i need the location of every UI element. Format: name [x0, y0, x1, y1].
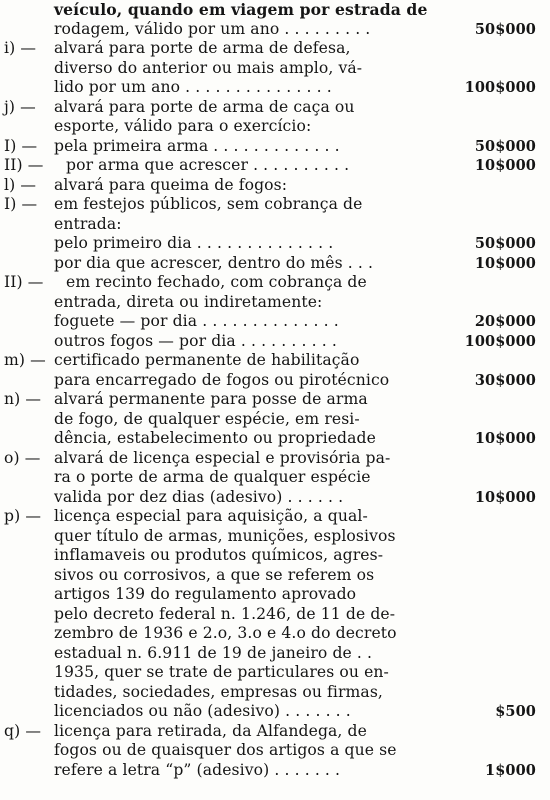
line-text: para encarregado de fogos ou pirotécnico	[54, 370, 390, 389]
line-text: valida por dez dias (adesivo) . . . . . .	[54, 487, 344, 506]
text-line	[4, 195, 550, 215]
text-line	[4, 488, 550, 508]
item-marker: q) —	[4, 721, 42, 740]
text-line	[4, 117, 550, 137]
item-marker: j) —	[4, 97, 36, 116]
item-marker: p) —	[4, 507, 42, 525]
line-text: foguete — por dia . . . . . . . . . . . . . .	[54, 312, 339, 330]
fee-amount: $500	[495, 703, 536, 720]
line-text: por dia que acrescer, dentro do mês . . .	[54, 253, 374, 272]
text-line	[4, 293, 550, 313]
text-line	[4, 761, 550, 781]
text-line	[4, 683, 550, 703]
line-text: outros fogos — por dia . . . . . . . . . .	[54, 331, 337, 350]
fee-amount: 10$000	[474, 254, 536, 272]
text-line	[4, 702, 550, 722]
item-marker: I) —	[4, 136, 38, 155]
line-text: diverso do anterior ou mais amplo, vá-	[54, 58, 363, 77]
line-text: ra o porte de arma de qualquer espécie	[54, 468, 371, 486]
line-text: entrada:	[54, 214, 122, 233]
text-line	[4, 605, 550, 625]
item-marker: II) —	[4, 156, 44, 174]
text-line	[4, 312, 550, 332]
text-line	[4, 546, 550, 566]
fee-amount: 1$000	[485, 761, 536, 779]
line-text: por arma que acrescer . . . . . . . . . .	[66, 156, 350, 174]
text-line	[4, 663, 550, 683]
text-line	[4, 371, 550, 391]
text-line	[4, 566, 550, 586]
line-text: licença especial para aquisição, a qual-	[54, 507, 368, 525]
text-line	[4, 59, 550, 79]
text-line	[4, 39, 550, 59]
line-text: alvará para porte de arma de caça ou	[54, 97, 355, 116]
text-line	[4, 215, 550, 235]
text-line	[4, 410, 550, 430]
line-text: 1935, quer se trate de particulares ou en-	[54, 663, 389, 681]
line-text: licenciados ou não (adesivo) . . . . . . .	[54, 702, 351, 720]
line-text: alvará para queima de fogos:	[54, 175, 288, 194]
text-line	[4, 507, 550, 527]
fee-amount: 10$000	[474, 488, 536, 506]
line-text: em festejos públicos, sem cobrança de	[54, 195, 363, 213]
text-line	[4, 722, 550, 742]
fee-amount: 50$000	[474, 20, 536, 38]
line-text: artigos 139 do regulamento aprovado	[54, 585, 357, 603]
text-line	[4, 254, 550, 274]
fee-amount: 10$000	[474, 157, 536, 174]
line-text: quer título de armas, munições, esplosivos	[54, 526, 396, 545]
line-text: inflamaveis ou produtos químicos, agres-	[54, 546, 384, 564]
line-text: alvará permanente para posse de arma	[54, 390, 368, 408]
item-marker: m) —	[4, 351, 46, 369]
text-line	[4, 585, 550, 605]
line-text: dência, estabelecimento ou propriedade	[54, 429, 376, 447]
line-text: fogos ou de quaisquer dos artigos a que se	[54, 741, 397, 759]
line-text: rodagem, válido por um ano . . . . . . . . .	[54, 19, 371, 38]
line-text: pela primeira arma . . . . . . . . . . . . .	[54, 136, 340, 155]
text-line	[4, 332, 550, 352]
line-text: refere a letra “p” (adesivo) . . . . . . .	[54, 760, 341, 779]
fee-amount: 100$000	[464, 79, 536, 96]
item-marker: i) —	[4, 39, 37, 57]
text-line	[4, 0, 550, 20]
line-text: estadual n. 6.911 de 19 de janeiro de . .	[54, 643, 373, 662]
fee-amount: 30$000	[474, 371, 536, 389]
text-line	[4, 176, 550, 196]
text-line	[4, 20, 550, 40]
item-marker: n) —	[4, 390, 42, 408]
line-text: em recinto fechado, com cobrança de	[66, 273, 367, 291]
text-line	[4, 156, 550, 176]
line-text: lido por um ano . . . . . . . . . . . . . . .	[54, 78, 332, 96]
fee-amount: 50$000	[474, 137, 536, 155]
text-line	[4, 429, 550, 449]
text-line	[4, 741, 550, 761]
line-text: de fogo, de qualquer espécie, em resi-	[54, 409, 360, 428]
text-line	[4, 78, 550, 98]
line-text: sivos ou corrosivos, a que se referem os	[54, 565, 375, 584]
line-text: tidades, sociedades, empresas ou firmas,	[54, 682, 383, 701]
text-line	[4, 527, 550, 547]
item-marker: l) —	[4, 175, 37, 194]
text-line	[4, 351, 550, 371]
text-line	[4, 273, 550, 293]
item-marker: II) —	[4, 273, 44, 291]
text-line	[4, 137, 550, 157]
line-text: pelo decreto federal n. 1.246, de 11 de de-	[54, 604, 396, 623]
line-text: veículo, quando em viagem por estrada de	[54, 0, 428, 19]
fee-amount: 10$000	[474, 430, 536, 447]
fee-amount: 100$000	[464, 332, 536, 350]
line-text: esporte, válido para o exercício:	[54, 117, 312, 135]
item-marker: o) —	[4, 448, 41, 467]
line-text: alvará de licença especial e provisória pa-	[54, 448, 391, 467]
text-line	[4, 449, 550, 469]
line-text: entrada, direta ou indiretamente:	[54, 292, 323, 311]
text-line	[4, 98, 550, 118]
fee-amount: 50$000	[474, 235, 536, 252]
text-line	[4, 390, 550, 410]
line-text: certificado permanente de habilitação	[54, 351, 360, 369]
line-text: pelo primeiro dia . . . . . . . . . . . . . .	[54, 234, 334, 252]
line-text: zembro de 1936 e 2.o, 3.o e 4.o do decreto	[54, 624, 397, 642]
text-line	[4, 644, 550, 664]
line-text: licença para retirada, da Alfandega, de	[54, 721, 367, 740]
text-line	[4, 624, 550, 644]
text-line	[4, 468, 550, 488]
item-marker: I) —	[4, 195, 38, 213]
line-text: alvará para porte de arma de defesa,	[54, 39, 351, 57]
text-line	[4, 234, 550, 254]
fee-amount: 20$000	[474, 313, 536, 330]
